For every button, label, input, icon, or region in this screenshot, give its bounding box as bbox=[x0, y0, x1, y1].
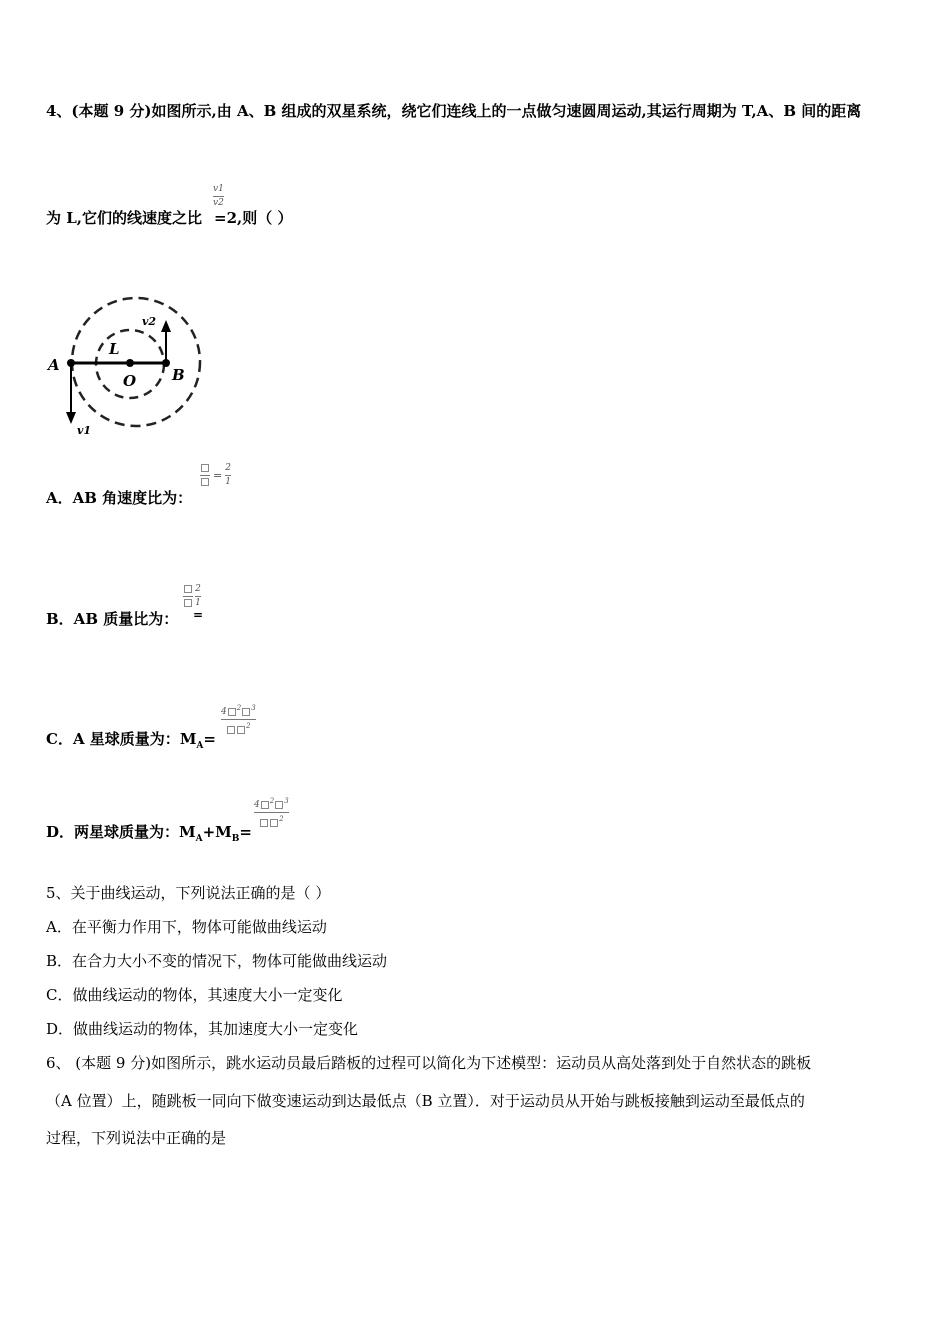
q4-option-c bbox=[46, 729, 216, 756]
option-b-num: 2 bbox=[195, 584, 201, 594]
q5-option-b: B．在合力大小不变的情况下，物体可能做曲线运动 bbox=[46, 952, 388, 970]
q5-stem: 5、关于曲线运动，下列说法正确的是（ ） bbox=[46, 884, 331, 902]
label-o: O bbox=[123, 372, 137, 390]
q5-option-a: A．在平衡力作用下，物体可能做曲线运动 bbox=[46, 918, 327, 936]
label-v1: v1 bbox=[77, 424, 92, 437]
option-c-formula: 4 $^2$ $^3$ $^2$ bbox=[221, 703, 256, 736]
option-a-equals: = bbox=[213, 469, 223, 482]
label-l: L bbox=[109, 340, 120, 358]
option-d-formula: 4 $^2$ $^3$ $^2$ bbox=[254, 796, 289, 829]
omega-ratio bbox=[200, 463, 210, 488]
option-a-formula bbox=[200, 463, 231, 488]
option-c-sub: A bbox=[196, 741, 204, 751]
q4-stem-line1: 4、(本题 9 分)如图所示,由 A、B 组成的双星系统，绕它们连线上的一点做匀速圆周运动,其运行周期为 T,A、B 间的距离 bbox=[46, 102, 862, 120]
q4-stem-line2-pre: 为 L,它们的线速度之比 bbox=[46, 209, 202, 227]
mass-ratio bbox=[183, 584, 193, 609]
option-c-text: C．A 星球质量为： bbox=[46, 730, 180, 748]
option-b-formula bbox=[183, 584, 204, 622]
ratio-denominator: v2 bbox=[213, 198, 224, 208]
velocity-ratio-fraction bbox=[213, 184, 224, 209]
q4-stem-line2-post: =2,则（ ） bbox=[214, 209, 293, 227]
q5-option-d: D．做曲线运动的物体，其加速度大小一定变化 bbox=[46, 1020, 359, 1038]
option-b-den: 1 bbox=[195, 598, 201, 608]
q4-option-a: A．AB 角速度比为： bbox=[46, 489, 193, 507]
option-d-text: D．两星球质量为： bbox=[46, 823, 180, 841]
binary-star-diagram bbox=[44, 290, 204, 440]
q6-stem-line1: 6、 (本题 9 分)如图所示，跳水运动员最后踏板的过程可以简化为下述模型：运动员从高处落到处于自然状态的跳板 bbox=[46, 1054, 812, 1072]
option-b-value bbox=[195, 584, 201, 609]
label-a: A bbox=[48, 356, 60, 374]
ratio-numerator: v1 bbox=[213, 184, 224, 194]
v1-arrow-head bbox=[66, 412, 76, 424]
option-a-value bbox=[225, 463, 231, 488]
q4-option-d: D．两星球质量为：$M_A+M_B=$ bbox=[46, 823, 252, 844]
q4-stem-line2 bbox=[46, 208, 292, 228]
option-c-m: M bbox=[179, 730, 197, 748]
q4-option-b: B．AB 质量比为： bbox=[46, 610, 179, 628]
q6-stem-line2: （A 位置）上，随跳板一同向下做变速运动到达最低点（B 立置）．对于运动员从开始与跳板接触到运动至最低点的 bbox=[46, 1092, 805, 1110]
option-b-equals: = bbox=[193, 608, 204, 622]
option-a-den: 1 bbox=[225, 477, 231, 487]
q5-option-c: C．做曲线运动的物体，其速度大小一定变化 bbox=[46, 986, 343, 1004]
option-c-equals: = bbox=[203, 730, 216, 748]
v2-arrow-head bbox=[161, 320, 171, 332]
option-a-num: 2 bbox=[225, 463, 231, 473]
q6-stem-line3: 过程，下列说法中正确的是 bbox=[46, 1129, 227, 1147]
center-o bbox=[126, 359, 134, 367]
label-v2: v2 bbox=[142, 315, 157, 328]
label-b: B bbox=[172, 366, 185, 384]
